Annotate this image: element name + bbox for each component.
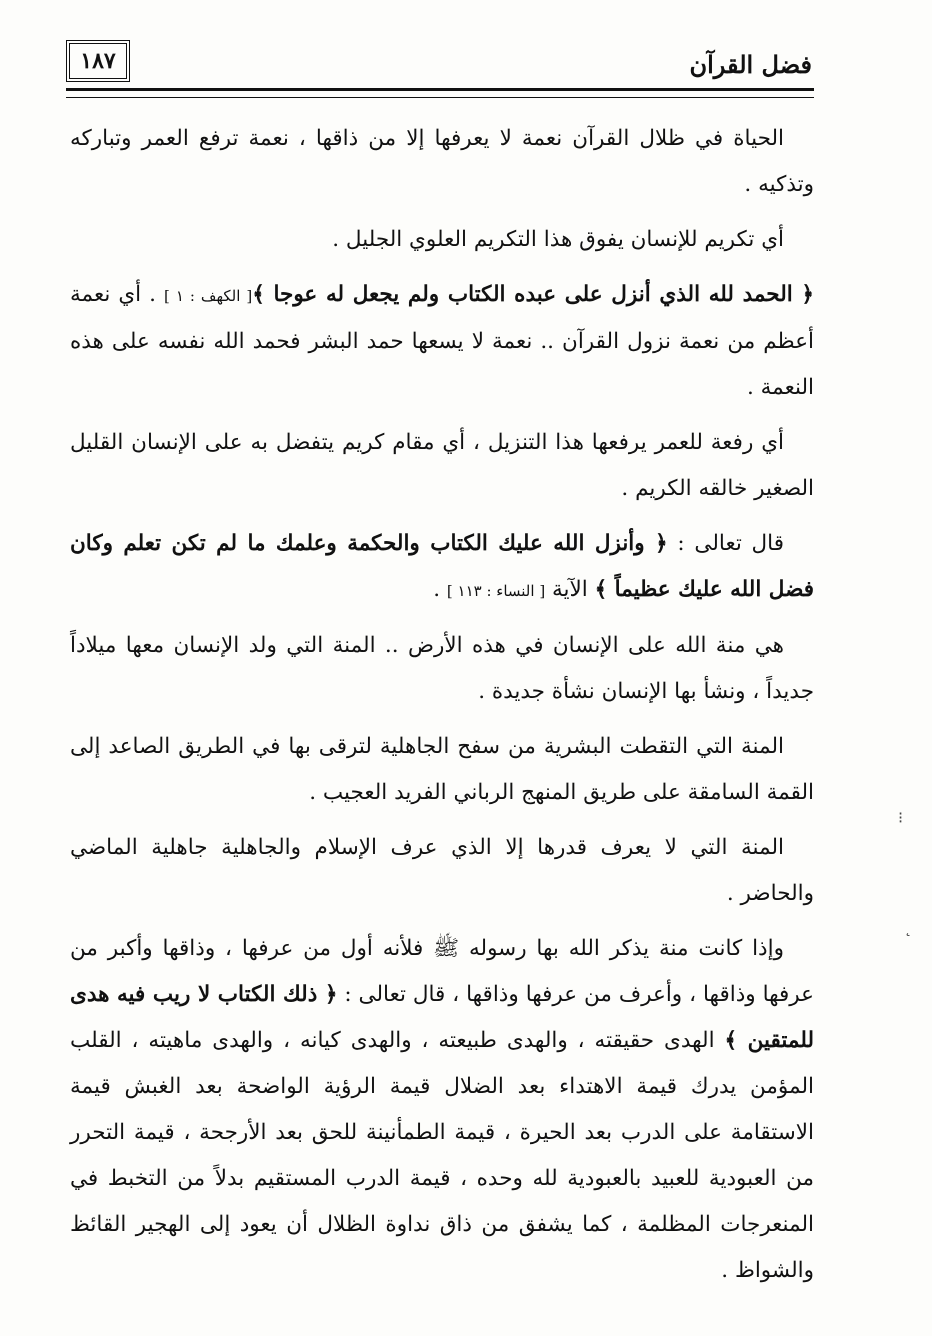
paragraph-text: أي تكريم للإنسان يفوق هذا التكريم العلوي الجليل . — [332, 227, 784, 252]
header-rule — [66, 88, 814, 98]
margin-tick: ˛ — [904, 918, 912, 937]
paragraph — [70, 217, 814, 263]
book-page — [66, 36, 814, 1316]
paragraph — [70, 521, 814, 614]
paragraph — [70, 724, 814, 816]
paragraph-text: . — [433, 577, 447, 602]
paragraph-text: قال تعالى : — [667, 531, 785, 556]
paragraph — [70, 926, 814, 1294]
paragraph-text: الحياة في ظلال القرآن نعمة لا يعرفها إلا من ذاقها ، نعمة ترفع العمر وتباركه وتذكيه . — [70, 126, 814, 197]
paragraph-text: هي منة الله على الإنسان في هذه الأرض .. المنة التي ولد الإنسان معها ميلاداً جديداً ، ونشأ بها الإنسان نشأة جديدة . — [70, 633, 814, 704]
paragraph — [70, 116, 814, 208]
verse-citation: [ الكهف : ١ ] — [164, 287, 253, 305]
paragraph-text: . أي نعمة أعظم من نعمة نزول القرآن .. نعمة لا يسعها حمد البشر فحمد الله نفسه على هذه النعمة . — [70, 282, 814, 400]
paragraph — [70, 623, 814, 715]
running-title: فضل القرآن — [689, 50, 812, 79]
paragraph — [70, 825, 814, 917]
paragraph — [70, 420, 814, 512]
quran-quote: ﴿ الحمد لله الذي أنزل على عبده الكتاب ولم يجعل له عوجا ﴾ — [252, 282, 814, 307]
paragraph-text: المنة التي لا يعرف قدرها إلا الذي عرف الإسلام والجاهلية جاهلية الماضي والحاضر . — [70, 835, 814, 906]
paragraph-text: وإذا كانت منة يذكر الله بها رسوله ﷺ فلأنه أول من عرفها ، وذاقها وأكبر من عرفها وذاقها ، وأعرف من عرفها وذاقها ، قال تعالى : — [70, 936, 815, 1007]
quran-quote: ﴿ ذلك الكتاب لا ريب فيه هدى للمتقين ﴾ — [70, 982, 814, 1053]
paragraph-text: أي رفعة للعمر يرفعها هذا التنزيل ، أي مقام كريم يتفضل به على الإنسان القليل الصغير خالقه الكريم . — [70, 430, 814, 501]
paragraph — [70, 272, 814, 411]
paragraph-text: الآية — [545, 577, 595, 602]
margin-dots: ⁝ — [898, 808, 904, 827]
page-number: ١٨٧ — [66, 40, 130, 82]
verse-citation: [ النساء : ١١٣ ] — [446, 582, 546, 600]
page-header — [66, 36, 814, 94]
quran-quote: ﴿ وأنزل الله عليك الكتاب والحكمة وعلمك ما لم تكن تعلم وكان فضل الله عليك عظيماً ﴾ — [70, 531, 814, 602]
body-text — [70, 116, 814, 1303]
paragraph-text: الهدى حقيقته ، والهدى طبيعته ، والهدى كيانه ، والهدى ماهيته ، القلب المؤمن يدرك قيمة الاهتداء بعد الضلال قيمة الرؤية الواضحة بعد الغبش قيمة الاستقامة على الدرب بعد الحيرة ، قيمة الطمأنينة للحق بعد الأرجحة ، قيمة التحرر من العبودية للعبيد بالعبودية لله وحده ، قيمة الدرب المستقيم بدلاً من التخبط في المنعرجات المظلمة ، كما يشفق من ذاق نداوة الظلال أن يعود إلى الهجير القائظ والشواظ . — [70, 1028, 814, 1283]
paragraph-text: المنة التي التقطت البشرية من سفح الجاهلية لترقى بها في الطريق الصاعد إلى القمة السامقة على طريق المنهج الرباني الفريد العجيب . — [70, 734, 814, 805]
